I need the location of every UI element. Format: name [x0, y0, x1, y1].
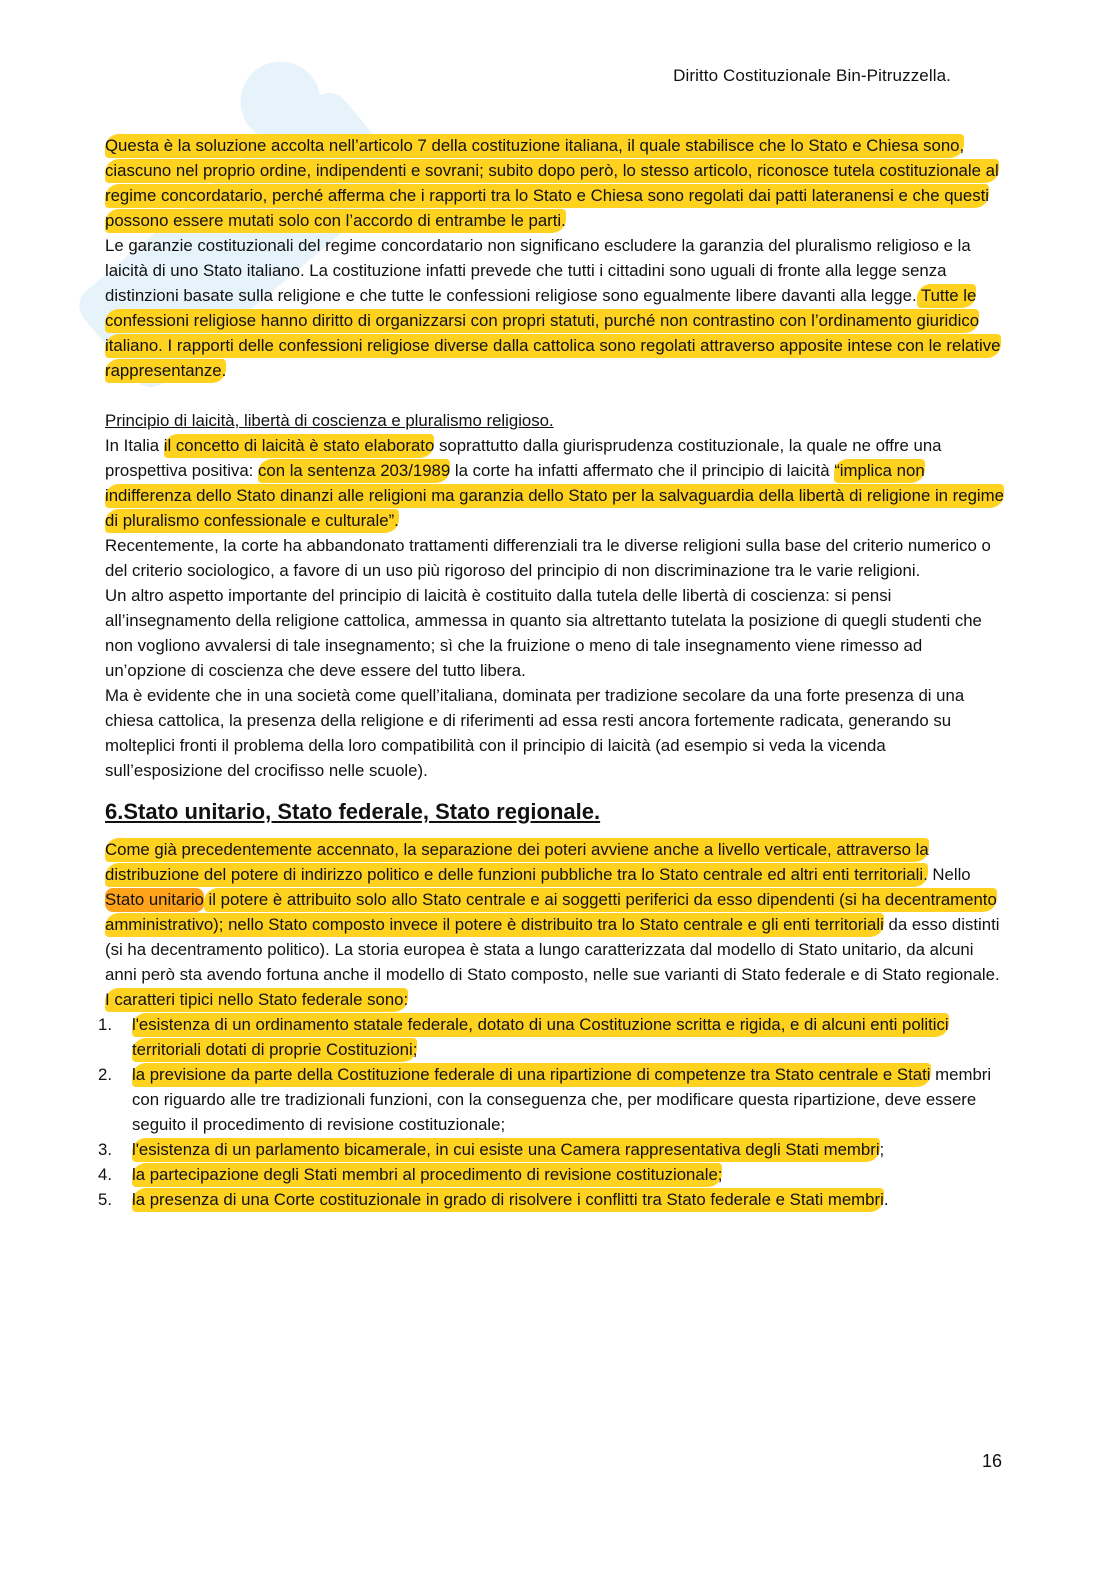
list-item: 5. la presenza di una Corte costituzionale in grado di risolvere i conflitti tra Stato federale e Stati membri. [105, 1187, 1005, 1212]
federal-characteristics-list [98, 1012, 1005, 1212]
highlight: I caratteri tipici nello Stato federale sono: [105, 988, 408, 1012]
paragraph-state-forms: Come già precedentemente accennato, la separazione dei poteri avviene anche a livello verticale, attraverso la distribuzione del potere di indirizzo politico e delle funzioni pubbliche tra lo Stato centrale ed altri enti territoriali. Nello Stato unitario il potere è attribuito solo allo Stato centrale e ai soggetti periferici da esso dipendenti (si ha decentramento amministrativo); nello Stato composto invece il potere è distribuito tra lo Stato centrale e gli enti territoriali da esso distinti (si ha decentramento politico). La storia europea è stata a lungo caratterizzata dal modello di Stato unitario, da alcuni anni però sta avendo fortuna anche il modello di Stato composto, nelle sue varianti di Stato federale e di Stato regionale. [105, 840, 1000, 984]
highlight: la previsione da parte della Costituzione federale di una ripartizione di competenze tra Stato centrale e Stati [132, 1063, 931, 1087]
paragraph-coscienza: Un altro aspetto importante del principio di laicità è costituito dalla tutela delle libertà di coscienza: si pensi all’insegnamento della religione cattolica, ammessa in quanto sia altrettanto tutelata la posizione di quegli studenti che non vogliono avvalersi di tale insegnamento; sì che la fruizione o meno di tale insegnamento viene rimesso ad un’opzione di coscienza che deve essere del tutto libera. [105, 586, 982, 680]
highlight: con la sentenza 203/1989 [258, 459, 450, 483]
highlight: la presenza di una Corte costituzionale in grado di risolvere i conflitti tra Stato federale e Stati membri [132, 1188, 884, 1212]
highlight: il potere è attribuito solo allo Stato centrale e ai soggetti periferici da esso dipendenti (si ha decentramento amministrativo); nello Stato composto invece il potere è distribuito tra lo Stato centrale e gli enti territoriali [105, 888, 997, 937]
highlight: Questa è la soluzione accolta nell’articolo 7 della costituzione italiana, il quale stabilisce che lo Stato e Chiesa sono, ciascuno nel proprio ordine, indipendenti e sovrani; subito dopo però, lo stesso articolo, riconosce tutela costituzionale al regime concordatario, perché afferma che i rapporti tra lo Stato e Chiesa sono regolati dai patti lateranensi e che questi possono essere mutati solo con l’accordo di entrambe le parti. [105, 134, 999, 233]
paragraph-society: Ma è evidente che in una società come quell’italiana, dominata per tradizione secolare da una forte presenza di una chiesa cattolica, la presenza della religione e di riferimenti ad essa resti ancora fortemente radicata, generando su molteplici fronti il problema della loro compatibilità con il principio di laicità (ad esempio si veda la vicenda sull’esposizione del crocifisso nelle scuole). [105, 686, 965, 780]
highlight: l'esistenza di un parlamento bicamerale, in cui esiste una Camera rappresentativa degli Stati membri [132, 1138, 880, 1162]
paragraph-article-7 [105, 133, 1005, 233]
highlight: “implica non indifferenza dello Stato dinanzi alle religioni ma garanzia dello Stato per la salvaguardia della libertà di religione in regime di pluralismo confessionale e culturale”. [105, 459, 1004, 533]
highlight: il concetto di laicità è stato elaborato [164, 434, 435, 458]
highlight: l'esistenza di un ordinamento statale federale, dotato di una Costituzione scritta e rigida, e di alcuni enti politici territoriali dotati di proprie Costituzioni; [132, 1013, 949, 1062]
list-item: 3. l'esistenza di un parlamento bicamerale, in cui esiste una Camera rappresentativa degli Stati membri; [105, 1137, 1005, 1162]
subheading-laicita: Principio di laicità, libertà di coscienza e pluralismo religioso. [105, 411, 554, 430]
page-number: 16 [981, 1451, 1002, 1471]
highlight: la partecipazione degli Stati membri al procedimento di revisione costituzionale; [132, 1163, 722, 1187]
paragraph-federal-intro [105, 987, 1005, 1012]
list-item: 4. la partecipazione degli Stati membri al procedimento di revisione costituzionale; [105, 1162, 1005, 1187]
section-title: 6.Stato unitario, Stato federale, Stato regionale. [105, 799, 601, 824]
paragraph-guarantees: Le garanzie costituzionali del regime concordatario non significano escludere la garanzia del pluralismo religioso e la laicità di uno Stato italiano. La costituzione infatti prevede che tutti i cittadini sono uguali di fronte alla legge senza distinzioni basate sulla religione e che tutte le confessioni religiose sono egualmente libere davanti alla legge. Tutte le confessioni religiose hanno diritto di organizzarsi con propri statuti, purché non contrastino con l’ordinamento giuridico italiano. I rapporti delle confessioni religiose diverse dalla cattolica sono regolati attraverso apposite intese con le relative rappresentanze. [105, 233, 1005, 383]
list-item: 1. l'esistenza di un ordinamento statale federale, dotato di una Costituzione scritta e rigida, e di alcuni enti politici territoriali dotati di proprie Costituzioni; [105, 1012, 1005, 1062]
document-body [98, 133, 1005, 1212]
highlight-strong: Stato unitario [105, 888, 204, 912]
paragraph-laicita: In Italia il concetto di laicità è stato elaborato soprattutto dalla giurisprudenza costituzionale, la quale ne offre una prospettiva positiva: con la sentenza 203/1989 la corte ha infatti affermato che il principio di laicità “implica non indifferenza dello Stato dinanzi alle religioni ma garanzia dello Stato per la salvaguardia della libertà di religione in regime di pluralismo confessionale e culturale”. [105, 433, 1005, 533]
list-item: 2. la previsione da parte della Costituzione federale di una ripartizione di competenze tra Stato centrale e Stati membri con riguardo alle tre tradizionali funzioni, con la conseguenza che, per modificare questa ripartizione, deve essere seguito il procedimento di revisione costituzionale; [98, 1065, 992, 1134]
highlight: Come già precedentemente accennato, la separazione dei poteri avviene anche a livello verticale, attraverso la distribuzione del potere di indirizzo politico e delle funzioni pubbliche tra lo Stato centrale ed altri enti territoriali. [105, 838, 929, 887]
page-header: Diritto Costituzionale Bin-Pitruzzella. [673, 66, 951, 85]
highlight: Tutte le confessioni religiose hanno diritto di organizzarsi con propri statuti, purché non contrastino con l’ordinamento giuridico italiano. I rapporti delle confessioni religiose diverse dalla cattolica sono regolati attraverso apposite intese con le relative rappresentanze. [105, 284, 1001, 383]
paragraph-recent: Recentemente, la corte ha abbandonato trattamenti differenziali tra le diverse religioni sulla base del criterio numerico o del criterio sociologico, a favore di un uso più rigoroso del principio di non discriminazione tra le varie religioni. [105, 536, 991, 580]
